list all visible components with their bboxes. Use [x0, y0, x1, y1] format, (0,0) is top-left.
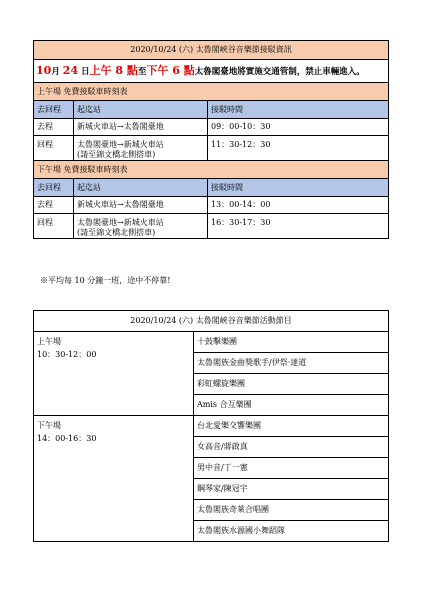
afternoon-shuttle-heading: 下午場 免費接駁車時刻表 [34, 161, 389, 179]
performer-item: 太魯閣族金曲獎歌手/伊祭·達道 [194, 353, 389, 374]
morning-back-time: 11：30-12：30 [208, 136, 389, 161]
afternoon-session [34, 416, 194, 542]
column-header-time: 接駁時間 [208, 179, 389, 197]
performer-item: 彩虹螺旋樂團 [194, 374, 389, 395]
notice-text-body: 太魯閣臺地將實施交通管制，禁止車輛進入。 [194, 67, 365, 78]
notice-month: 10 [36, 64, 52, 78]
shuttle-frequency-note: ※平均每 10 分鐘一班，途中不停靠! [40, 276, 171, 285]
performer-item: 男中音/丁一憲 [194, 458, 389, 479]
morning-session-time: 10：30-12：00 [37, 349, 97, 359]
performer-item: Amis 合互樂團 [194, 395, 389, 416]
column-header-time: 接駁時間 [208, 101, 389, 119]
afternoon-out-time: 13：00-14：00 [208, 197, 389, 214]
afternoon-back-direction: 回程 [34, 214, 74, 239]
morning-back-route-stations: 太魯閣臺地→新城火車站 [77, 140, 164, 149]
performer-item: 太魯閣族水源國小舞蹈隊 [194, 521, 389, 542]
notice-start-time: 上午 8 點 [89, 64, 138, 78]
column-header-route: 起迄站 [74, 101, 208, 119]
performer-item: 台北愛樂交響樂團 [194, 416, 389, 437]
notice-end-time: 下午 6 點 [146, 64, 195, 78]
column-header-route: 起迄站 [74, 179, 208, 197]
afternoon-session-time: 14：00-16：30 [37, 433, 97, 443]
notice-text-to: 至 [137, 67, 147, 78]
notice-text-month: 月 [51, 67, 60, 78]
shuttle-table-title: 2020/10/24 (六) 太魯閣峽谷音樂節接駁資訊 [34, 41, 389, 60]
morning-out-direction: 去程 [34, 119, 74, 136]
traffic-control-notice [34, 60, 389, 83]
afternoon-out-route: 新城火車站→太魯閣臺地 [74, 197, 208, 214]
morning-back-direction: 回程 [34, 136, 74, 161]
morning-session [34, 332, 194, 416]
performer-item: 鋼琴家/陳冠宇 [194, 479, 389, 500]
program-table-title: 2020/10/24 (六) 太魯閣峽谷音樂節活動節目 [34, 311, 389, 332]
afternoon-session-label: 下午場 [37, 421, 61, 430]
program-table [33, 310, 389, 542]
notice-day: 24 [62, 64, 79, 78]
morning-session-label: 上午場 [37, 337, 61, 346]
morning-shuttle-heading: 上午場 免費接駁車時刻表 [34, 83, 389, 101]
morning-out-route: 新城火車站→太魯閣臺地 [74, 119, 208, 136]
afternoon-out-direction: 去程 [34, 197, 74, 214]
column-header-direction: 去回程 [34, 179, 74, 197]
performer-item: 太魯閣族奇萊合唱團 [194, 500, 389, 521]
morning-back-route-note: (請至錦文橋北側搭車) [77, 150, 156, 159]
afternoon-back-time: 16：30-17：30 [208, 214, 389, 239]
afternoon-back-route-stations: 太魯閣臺地→新城火車站 [77, 218, 164, 227]
performer-item: 女高音/蔣啟真 [194, 437, 389, 458]
morning-back-route [74, 136, 208, 161]
shuttle-info-table [33, 40, 389, 239]
afternoon-back-route [74, 214, 208, 239]
performer-item: 十鼓擊樂團 [194, 332, 389, 353]
notice-text-day: 日 [81, 67, 90, 78]
morning-out-time: 09：00-10：30 [208, 119, 389, 136]
column-header-direction: 去回程 [34, 101, 74, 119]
afternoon-back-route-note: (請至錦文橋北側搭車) [77, 228, 156, 237]
